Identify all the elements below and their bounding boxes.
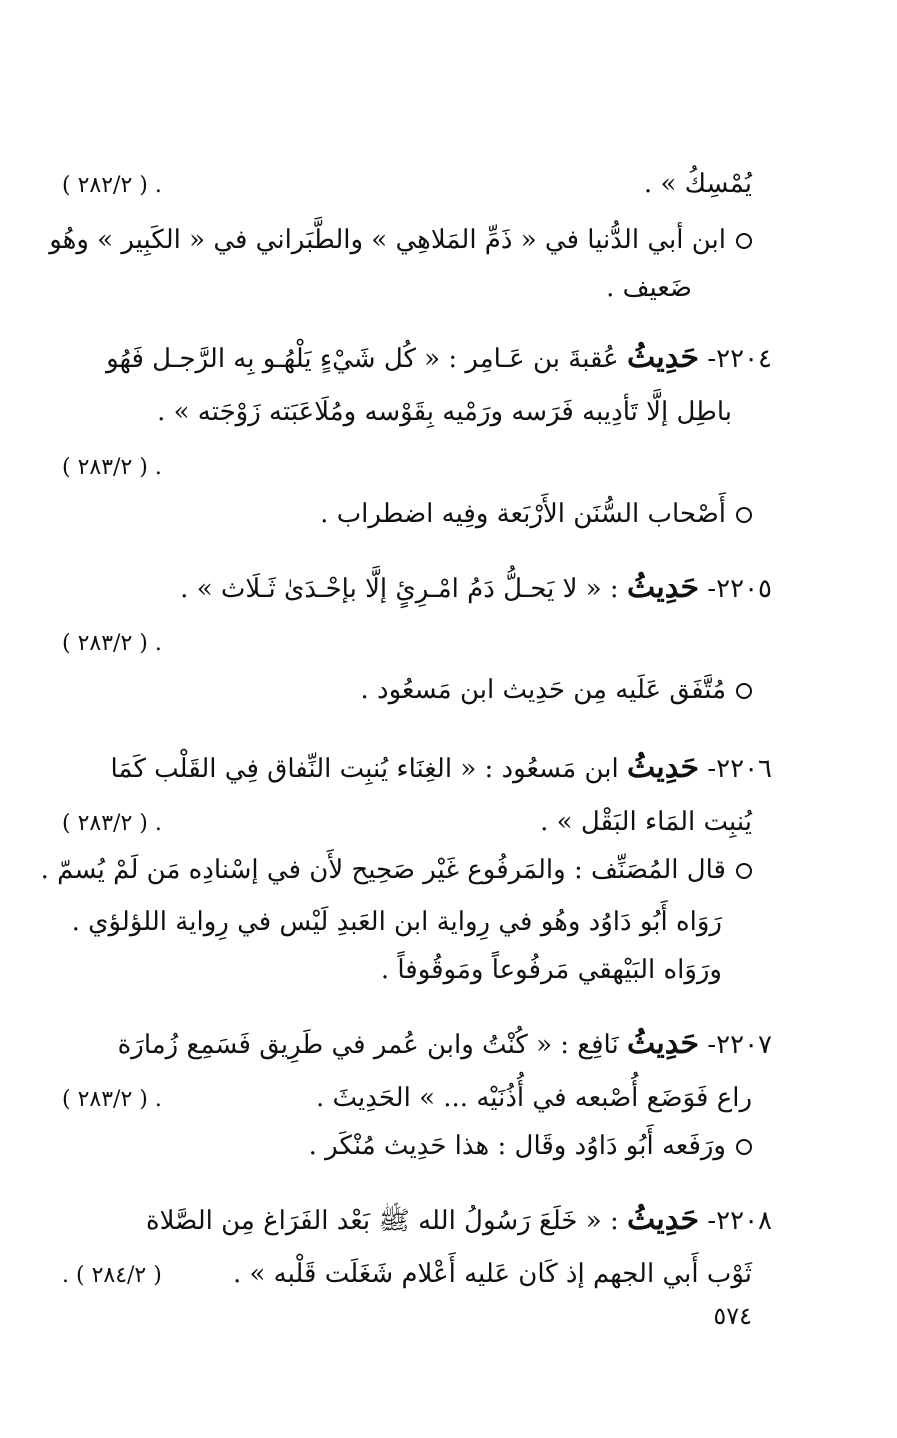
hadith-text: ثَوْب أَبي الجهم إذ كَان عَليه أَعْلام شَغَلَت قَلْبه » . (232, 1259, 752, 1289)
note-text: مُتَّفَق عَلَيه مِن حَدِيث ابن مَسعُود . (360, 675, 726, 705)
hadith-text: يُنبِت المَاء البَقْل » . (540, 807, 752, 837)
circle-bullet-icon (736, 507, 752, 523)
note-line-continuation (72, 902, 722, 942)
note-line (41, 850, 752, 890)
reference-volume-page (62, 1256, 162, 1296)
note-line-continuation (606, 268, 692, 308)
hadith-keyword: حَدِيثُ (626, 750, 700, 785)
hadith-text: باطِل إلَّا تَأدِيبه فَرَسه ورَمْيه بِقَوْسه ومُلَاعَبَته زَوْجَته » . (157, 397, 732, 427)
hadith-number: ٢٢٠٦- (707, 754, 772, 784)
hadith-text-continuation (540, 802, 752, 842)
hadith-keyword: حَدِيثُ (626, 1026, 700, 1061)
note-text: ورَوَاه البَيْهقي مَرفُوعاً ومَوقُوفاً . (380, 955, 722, 985)
note-text: ورَفَعه أَبُو دَاوُد وقَال : هذا حَدِيث مُنْكَر . (308, 1131, 726, 1161)
hadith-entry-2206 (110, 748, 772, 789)
hadith-keyword: حَدِيثُ (626, 570, 700, 605)
page-number: ٥٧٤ (713, 1302, 752, 1330)
note-line-continuation (381, 950, 722, 990)
note-text: قال المُصَنِّف : والمَرفُوع غَيْر صَحِيح لأَن في إسْنادِه مَن لَمْ يُسمّ . (40, 855, 726, 885)
reference-text: . ( ٢٨٣/٢ ) (62, 455, 162, 480)
reference-text: . ( ٢٨٣/٢ ) (62, 1087, 162, 1112)
note-text: ضَعيف . (606, 273, 692, 303)
note-line (320, 494, 752, 534)
hadith-entry-2208 (146, 1200, 772, 1241)
text-line-content: يُمْسِكُ » . (643, 169, 752, 199)
hadith-entry-2204 (106, 338, 772, 379)
note-text: أَصْحاب السُّنَن الأَرْبَعة وفِيه اضطراب . (320, 499, 726, 529)
reference-volume-page (62, 1080, 162, 1120)
circle-bullet-icon (736, 863, 752, 879)
circle-bullet-icon (736, 233, 752, 249)
note-line (49, 220, 752, 260)
reference-volume-page (62, 448, 162, 488)
hadith-text: راع فَوَضَع أُصْبعه في أُذُنَيْه ... » الحَدِيثَ . (315, 1083, 752, 1113)
hadith-text-continuation (157, 392, 732, 432)
hadith-number: ٢٢٠٥- (707, 574, 772, 604)
hadith-text: : « خَلَعَ رَسُولُ الله ﷺ بَعْد الفَرَاغ مِن الصَّلاة (146, 1206, 619, 1236)
circle-bullet-icon (736, 683, 752, 699)
hadith-number: ٢٢٠٨- (707, 1206, 772, 1236)
hadith-entry-2207 (118, 1024, 772, 1065)
hadith-text: نَافِع : « كُنْتُ وابن عُمر في طَرِيق فَسَمِع زُمارَة (117, 1030, 619, 1060)
note-line (309, 1126, 752, 1166)
reference-text: ( ٢٨٤/٢ ) . (62, 1263, 162, 1288)
hadith-keyword: حَدِيثُ (626, 1202, 700, 1237)
note-line (361, 670, 753, 710)
hadith-text-continuation (233, 1254, 752, 1294)
reference-text: . ( ٢٨٣/٢ ) (62, 631, 162, 656)
reference-volume-page (62, 166, 162, 206)
reference-text: . ( ٢٨٣/٢ ) (62, 811, 162, 836)
reference-volume-page (62, 624, 162, 664)
hadith-text: عُقبةَ بن عَـامِر : « كُل شَيْءٍ يَلْهُـو بِه الرَّجـل فَهُو (106, 344, 619, 374)
reference-text: . ( ٢٨٢/٢ ) (62, 173, 162, 198)
reference-volume-page (62, 804, 162, 844)
hadith-text: : « لا يَحـلُّ دَمُ امْـرِئٍ إلَّا بإحْـدَىٰ ثَـلَاث » . (180, 574, 619, 604)
text-line (644, 164, 752, 204)
circle-bullet-icon (736, 1139, 752, 1155)
note-text: رَوَاه أَبُو دَاوُد وهُو في رِواية ابن العَبدِ لَيْس في رِواية اللؤلؤي . (71, 907, 722, 937)
hadith-number: ٢٢٠٤- (707, 344, 772, 374)
hadith-text-continuation (316, 1078, 752, 1118)
hadith-number: ٢٢٠٧- (707, 1030, 772, 1060)
hadith-text: ابن مَسعُود : « الغِنَاء يُنبِت النِّفاق فِي القَلْب كَمَا (110, 754, 619, 784)
note-text: ابن أبي الدُّنيا في « ذَمِّ المَلاهِي » والطَّبَراني في « الكَبِير » وهُو (49, 225, 726, 255)
hadith-keyword: حَدِيثُ (626, 340, 700, 375)
hadith-entry-2205 (180, 568, 772, 609)
